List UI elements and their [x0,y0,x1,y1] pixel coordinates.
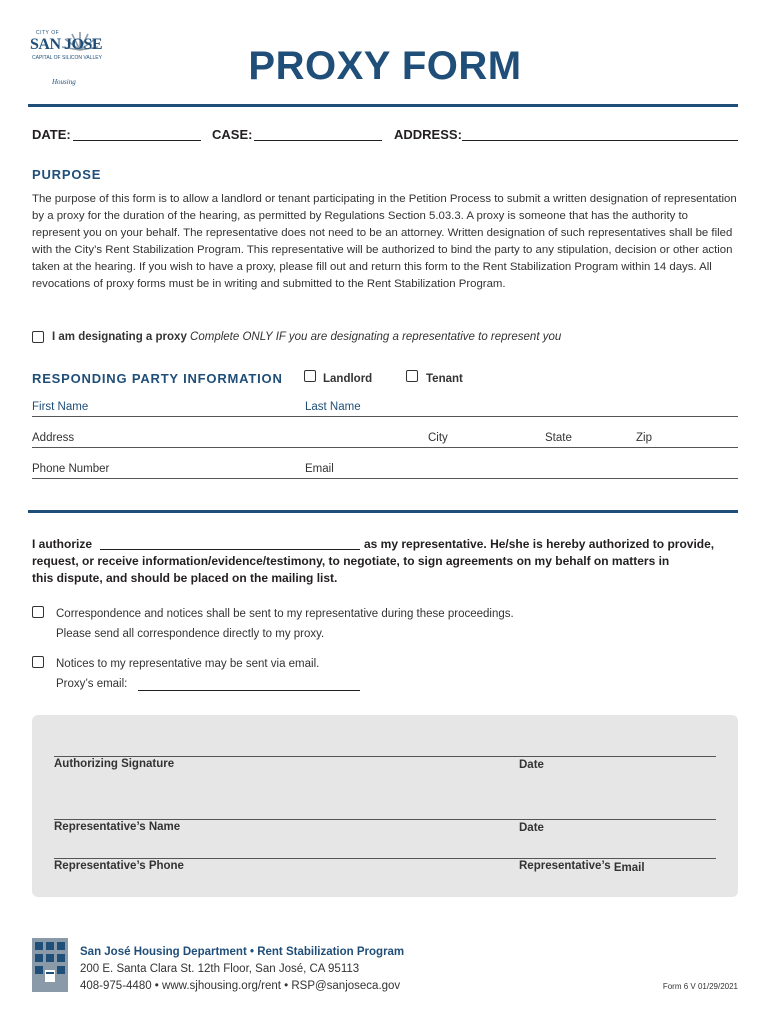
authorize-line1: as my representative. He/she is hereby authorized to provide, [364,537,715,551]
responding-party-heading: RESPONDING PARTY INFORMATION [32,371,283,386]
name-field-line[interactable] [32,416,738,417]
tenant-label: Tenant [426,373,463,385]
zip-label: Zip [636,432,652,444]
representative-email-label [519,860,645,872]
authorizing-signature-label: Authorizing Signature [54,758,175,770]
title-divider [28,104,738,107]
correspondence-checkbox[interactable] [32,606,44,618]
logo-city-of: CITY OF [36,30,60,36]
proxy-email-field[interactable] [138,690,360,691]
representative-email-label-text: Representative’s [519,860,611,872]
section-divider [28,510,738,513]
address-field[interactable] [462,127,738,141]
address-field-line[interactable] [32,447,738,448]
email-notices-checkbox[interactable] [32,656,44,668]
footer-address: 200 E. Santa Clara St. 12th Floor, San José, CA 95113 [80,963,360,975]
form-number: Form 6 V 01/29/2021 [662,982,738,991]
authorizing-signature-line[interactable] [54,756,716,757]
case-field[interactable] [254,127,382,141]
authorize-line2: request, or receive information/evidence/testimony, to negotiate, to sign agreements on my behalf on matters in [32,554,670,568]
phone-label: Phone Number [32,463,110,475]
footer-department: San José Housing Department • Rent Stabilization Program [80,946,405,958]
building-icon [32,938,68,992]
logo-department: Housing [52,78,76,86]
representative-name-label: Representative’s Name [54,821,181,833]
representative-name-field[interactable] [100,549,360,550]
designate-proxy-row [52,331,561,343]
footer-contact [80,944,404,995]
designate-proxy-label: I am designating a proxy [52,331,187,343]
landlord-checkbox[interactable] [304,370,316,382]
purpose-text: The purpose of this form is to allow a landlord or tenant participating in the Petition Process to submit a written designation of representation by a proxy for the duration of the hearing, as permitted by Regulations Section 5.03.3. A proxy is someone that has the authority to represent you on your behalf. The representative does not need to be an attorney. Written designation of such representatives shall be filed with the City’s Rent Stabilization Program. This representative will be authorized to bind the party to any stipulation, decision or other action taken at the hearing. If you wish to have a proxy, please fill out and return this form to the Rent Stabilization Program within 14 days. All revocations of proxy forms must be in writing and submitted to the Rent Stabilization Program. [32,193,737,290]
email-label: Email [305,463,334,475]
representative-email-label-suffix: Email [613,862,645,874]
case-label: CASE: [212,127,253,142]
representative-date-label: Date [519,822,544,834]
representative-name-line[interactable] [54,819,716,820]
first-name-label: First Name [32,401,89,413]
logo-name: SAN JOSE [30,36,103,53]
phone-email-field-line[interactable] [32,478,738,479]
correspondence-line2: Please send all correspondence directly to my proxy. [56,628,325,640]
footer-phone-web-email: 408-975-4480 • www.sjhousing.org/rent • RSP@sanjoseca.gov [80,980,401,992]
page-title: PROXY FORM [248,44,522,88]
correspondence-line1: Correspondence and notices shall be sent to my representative during these proceedings. [56,608,514,620]
authorize-line3: this dispute, and should be placed on the mailing list. [32,571,338,585]
address-field-label: Address [32,432,75,444]
address-label: ADDRESS: [394,127,462,142]
signature-date-label: Date [519,759,544,771]
date-field[interactable] [73,127,201,141]
city-label: City [428,432,448,444]
email-notices-line1: Notices to my representative may be sent via email. [56,658,320,670]
proxy-email-label: Proxy’s email: [56,678,128,690]
date-label: DATE: [32,127,71,142]
designate-proxy-note: Complete ONLY IF you are designating a representative to represent you [190,331,562,343]
designate-proxy-checkbox[interactable] [32,331,44,343]
authorize-prefix: I authorize [32,537,93,551]
last-name-label: Last Name [305,401,361,413]
logo-tagline: CAPITAL OF SILICON VALLEY [32,55,102,61]
landlord-label: Landlord [323,373,373,385]
state-label: State [545,432,572,444]
representative-phone-label: Representative’s Phone [54,860,184,872]
representative-phone-email-line[interactable] [54,858,716,859]
tenant-checkbox[interactable] [406,370,418,382]
purpose-heading: PURPOSE [32,167,102,182]
